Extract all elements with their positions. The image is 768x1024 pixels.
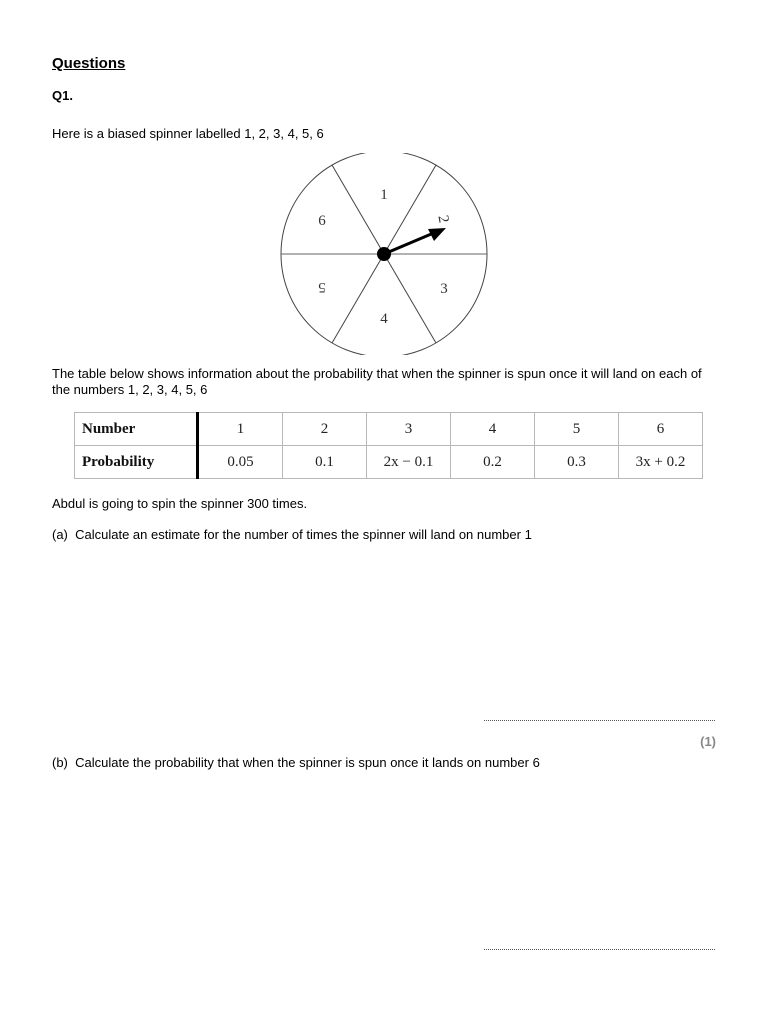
page-heading: Questions [52,55,126,72]
question-number: Q1. [52,88,73,103]
table-cell: 2 [283,413,367,446]
table-cell: 1 [198,413,283,446]
table-row-number [75,413,703,446]
spinner-label-6: 6 [318,213,326,229]
table-header-number: Number [75,413,198,446]
part-a-question [52,527,722,543]
part-a-marks: (1) [700,734,716,749]
table-cell: 5 [535,413,619,446]
table-cell: 0.2 [451,446,535,479]
table-cell: 0.3 [535,446,619,479]
spinner-label-1: 1 [380,187,388,203]
spinner-label-2: 2 [434,214,452,225]
table-cell: 0.1 [283,446,367,479]
part-b-label: (b) [52,755,68,770]
spinner-label-3: 3 [440,281,448,297]
table-cell: 4 [451,413,535,446]
part-a-text: Calculate an estimate for the number of times the spinner will land on number 1 [75,527,532,542]
probability-table [74,412,703,479]
table-row-probability [75,446,703,479]
spinner-label-5: 5 [318,279,326,295]
part-a-answer-line[interactable] [484,720,715,721]
table-cell: 2x − 0.1 [367,446,451,479]
part-b-text: Calculate the probability that when the spinner is spun once it lands on number 6 [75,755,540,770]
table-cell: 3x + 0.2 [619,446,703,479]
table-cell: 0.05 [198,446,283,479]
spinner-diagram [278,153,490,355]
table-intro: The table below shows information about the probability that when the spinner is spun once it will land on each of the numbers 1, 2, 3, 4, 5, 6 [52,366,702,397]
spinner-pivot [377,247,391,261]
spinner-pointer [384,232,436,254]
table-cell: 3 [367,413,451,446]
table-header-probability: Probability [75,446,198,479]
spin-statement: Abdul is going to spin the spinner 300 times. [52,496,308,511]
question-intro: Here is a biased spinner labelled 1, 2, 3, 4, 5, 6 [52,126,324,141]
part-b-answer-line[interactable] [484,949,715,950]
spinner-label-4: 4 [380,311,388,327]
part-b-question [52,755,722,771]
part-a-label: (a) [52,527,68,542]
table-cell: 6 [619,413,703,446]
